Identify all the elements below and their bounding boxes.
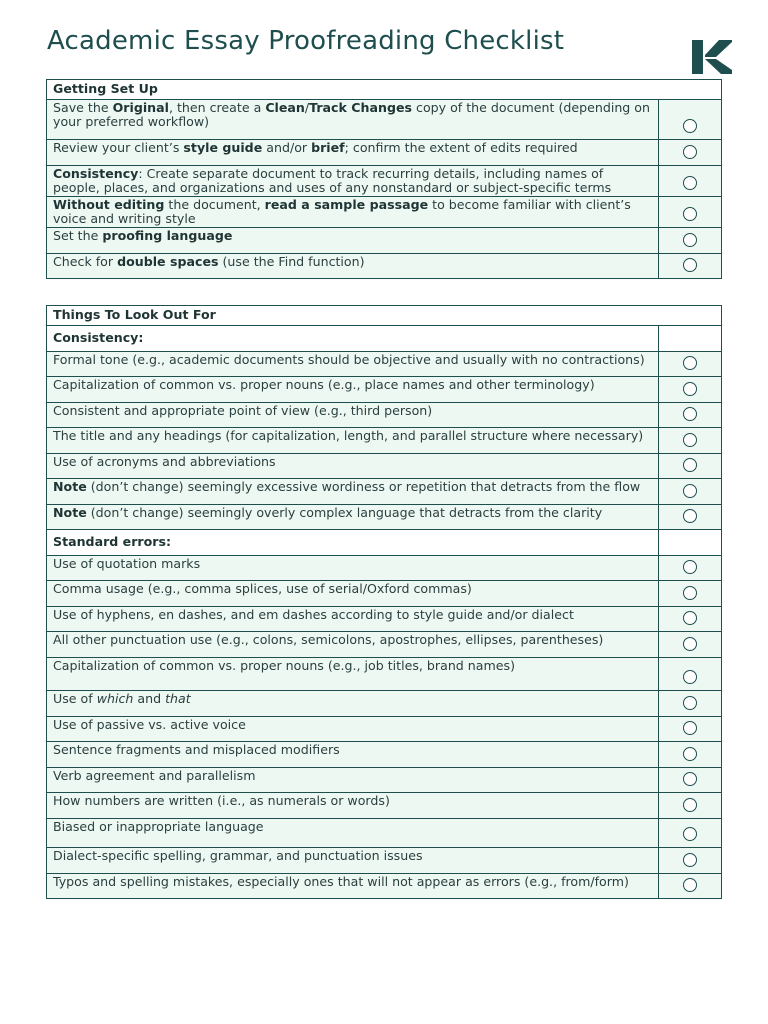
checkbox-cell: [659, 140, 722, 166]
checklist-item-text: [47, 691, 659, 717]
text-segment: double spaces: [117, 254, 219, 269]
getting-set-up-table: [46, 79, 722, 279]
subheading-text: [47, 326, 659, 352]
text-segment: and/or: [262, 140, 312, 155]
checkbox-cell: [659, 581, 722, 607]
checkbox-cell: [659, 793, 722, 819]
circle-checkbox-icon[interactable]: [683, 560, 697, 574]
checkbox-cell: [659, 691, 722, 717]
page-title: Academic Essay Proofreading Checklist: [47, 26, 565, 56]
text-segment: /: [304, 100, 310, 115]
checklist-row: [47, 874, 722, 899]
circle-checkbox-icon[interactable]: [683, 433, 697, 447]
checklist-item-text: [47, 874, 659, 899]
circle-checkbox-icon[interactable]: [683, 458, 697, 472]
checkbox-cell: [659, 874, 722, 899]
circle-checkbox-icon[interactable]: [683, 670, 697, 684]
checklist-row: [47, 505, 722, 530]
subheading-row: [47, 530, 722, 556]
circle-checkbox-icon[interactable]: [683, 696, 697, 710]
circle-checkbox-icon[interactable]: [683, 119, 697, 133]
text-segment: copy of the document (depending on your preferred workflow): [53, 100, 650, 129]
text-segment: Verb agreement and parallelism: [53, 768, 256, 783]
text-segment: How numbers are written (i.e., as numerals or words): [53, 793, 390, 808]
checkbox-cell: [659, 717, 722, 742]
checklist-row: [47, 658, 722, 691]
checklist-item-text: [47, 768, 659, 793]
checklist-row: [47, 100, 722, 140]
checklist-item-text: [47, 166, 659, 197]
checklist-item-text: [47, 658, 659, 691]
text-segment: (don’t change) seemingly excessive wordiness or repetition that detracts from the flow: [86, 479, 641, 494]
checkbox-cell: [659, 377, 722, 403]
checklist-item-text: [47, 607, 659, 632]
circle-checkbox-icon[interactable]: [683, 827, 697, 841]
text-segment: brief: [311, 140, 345, 155]
circle-checkbox-icon[interactable]: [683, 207, 697, 221]
text-segment: (don’t change) seemingly overly complex language that detracts from the clarity: [86, 505, 603, 520]
checklist-row: [47, 228, 722, 254]
checklist-row: [47, 717, 722, 742]
checkbox-cell: [659, 352, 722, 377]
text-segment: Capitalization of common vs. proper nouns (e.g., job titles, brand names): [53, 658, 515, 673]
checklist-item-text: [47, 819, 659, 848]
text-segment: Standard errors:: [53, 534, 172, 549]
text-segment: Check for: [53, 254, 118, 269]
checklist-item-text: [47, 848, 659, 874]
checkbox-cell: [659, 632, 722, 658]
checkbox-cell: [659, 819, 722, 848]
checklist-row: [47, 197, 722, 228]
circle-checkbox-icon[interactable]: [683, 484, 697, 498]
k-logo-icon: [692, 40, 732, 74]
circle-checkbox-icon[interactable]: [683, 509, 697, 523]
checklist-row: [47, 691, 722, 717]
circle-checkbox-icon[interactable]: [683, 853, 697, 867]
text-segment: Use of quotation marks: [53, 556, 201, 571]
checkbox-cell: [659, 848, 722, 874]
checklist-row: [47, 793, 722, 819]
checklist-item-text: [47, 742, 659, 768]
checklist-row: [47, 556, 722, 581]
checklist-item-text: [47, 377, 659, 403]
text-segment: Biased or inappropriate language: [53, 819, 264, 834]
text-segment: Note: [53, 479, 87, 494]
things-to-look-out-for-table: [46, 305, 722, 899]
checklist-row: [47, 848, 722, 874]
text-segment: Set the: [53, 228, 103, 243]
circle-checkbox-icon[interactable]: [683, 637, 697, 651]
circle-checkbox-icon[interactable]: [683, 772, 697, 786]
checklist-row: [47, 166, 722, 197]
checklist-item-text: [47, 403, 659, 428]
checklist-item-text: [47, 228, 659, 254]
text-segment: The title and any headings (for capitalization, length, and parallel structure where necessary): [53, 428, 644, 443]
checklist-item-text: [47, 197, 659, 228]
text-segment: Sentence fragments and misplaced modifiers: [53, 742, 340, 757]
checklist-row: [47, 254, 722, 279]
text-segment: (use the Find function): [218, 254, 365, 269]
checklist-row: [47, 581, 722, 607]
checklist-item-text: [47, 428, 659, 454]
checklist-row: [47, 632, 722, 658]
checklist-row: [47, 454, 722, 479]
checkbox-cell: [659, 530, 722, 556]
text-segment: Capitalization of common vs. proper nouns (e.g., place names and other terminology): [53, 377, 595, 392]
text-segment: Track Changes: [309, 100, 413, 115]
checklist-item-text: [47, 581, 659, 607]
text-segment: Consistent and appropriate point of view (e.g., third person): [53, 403, 433, 418]
circle-checkbox-icon[interactable]: [683, 878, 697, 892]
text-segment: Review your client’s: [53, 140, 184, 155]
text-segment: Use of: [53, 691, 97, 706]
text-segment: and: [133, 691, 166, 706]
checkbox-cell: [659, 454, 722, 479]
checklist-item-text: [47, 717, 659, 742]
checklist-row: [47, 742, 722, 768]
checklist-row: [47, 377, 722, 403]
circle-checkbox-icon[interactable]: [683, 586, 697, 600]
checklist-row: [47, 403, 722, 428]
text-segment: Typos and spelling mistakes, especially ones that will not appear as errors (e.g., from/form): [53, 874, 629, 889]
circle-checkbox-icon[interactable]: [683, 611, 697, 625]
checklist-item-text: [47, 632, 659, 658]
checkbox-cell: [659, 768, 722, 793]
text-segment: Clean: [265, 100, 305, 115]
checklist-item-text: [47, 100, 659, 140]
text-segment: the document,: [164, 197, 265, 212]
checklist-item-text: [47, 505, 659, 530]
circle-checkbox-icon[interactable]: [683, 798, 697, 812]
checkbox-cell: [659, 505, 722, 530]
checkbox-cell: [659, 254, 722, 279]
text-segment: Use of passive vs. active voice: [53, 717, 246, 732]
checklist-item-text: [47, 254, 659, 279]
checkbox-cell: [659, 403, 722, 428]
text-segment: , then create a: [168, 100, 266, 115]
checklist-row: [47, 479, 722, 505]
text-segment: which: [96, 691, 134, 706]
text-segment: All other punctuation use (e.g., colons, semicolons, apostrophes, ellipses, parentheses): [53, 632, 604, 647]
checklist-row: [47, 428, 722, 454]
checklist-item-text: [47, 352, 659, 377]
text-segment: Save the: [53, 100, 113, 115]
circle-checkbox-icon[interactable]: [683, 721, 697, 735]
checkbox-cell: [659, 228, 722, 254]
checklist-row: [47, 352, 722, 377]
circle-checkbox-icon[interactable]: [683, 176, 697, 190]
circle-checkbox-icon[interactable]: [683, 382, 697, 396]
checkbox-cell: [659, 166, 722, 197]
text-segment: Original: [112, 100, 169, 115]
text-segment: Use of acronyms and abbreviations: [53, 454, 276, 469]
checklist-row: [47, 140, 722, 166]
text-segment: Without editing: [53, 197, 165, 212]
text-segment: to become familiar with client’s voice and writing style: [53, 197, 631, 226]
text-segment: Consistency: [53, 166, 139, 181]
section-heading: Things To Look Out For: [47, 306, 722, 326]
text-segment: ; confirm the extent of edits required: [344, 140, 578, 155]
circle-checkbox-icon[interactable]: [683, 407, 697, 421]
checkbox-cell: [659, 658, 722, 691]
text-segment: Note: [53, 505, 87, 520]
text-segment: style guide: [183, 140, 263, 155]
checklist-row: [47, 819, 722, 848]
checklist-item-text: [47, 454, 659, 479]
subheading-text: [47, 530, 659, 556]
text-segment: Comma usage (e.g., comma splices, use of serial/Oxford commas): [53, 581, 472, 596]
checkbox-cell: [659, 556, 722, 581]
checklist-row: [47, 768, 722, 793]
checkbox-cell: [659, 479, 722, 505]
text-segment: proofing language: [102, 228, 233, 243]
checklist-row: [47, 607, 722, 632]
checklist-item-text: [47, 793, 659, 819]
text-segment: Use of hyphens, en dashes, and em dashes according to style guide and/or dialect: [53, 607, 574, 622]
checkbox-cell: [659, 326, 722, 352]
checkbox-cell: [659, 428, 722, 454]
checkbox-cell: [659, 607, 722, 632]
text-segment: : Create separate document to track recurring details, including names of people, places, and organizations and uses of any nonstandard or subject-specific terms: [53, 166, 612, 195]
section-heading: Getting Set Up: [47, 80, 722, 100]
checklist-item-text: [47, 479, 659, 505]
circle-checkbox-icon[interactable]: [683, 747, 697, 761]
text-segment: Consistency:: [53, 330, 144, 345]
text-segment: that: [165, 691, 191, 706]
checkbox-cell: [659, 742, 722, 768]
section-heading-row: [47, 80, 722, 100]
checkbox-cell: [659, 100, 722, 140]
circle-checkbox-icon[interactable]: [683, 145, 697, 159]
text-segment: Formal tone (e.g., academic documents should be objective and usually with no contractions): [53, 352, 645, 367]
checklist-item-text: [47, 556, 659, 581]
circle-checkbox-icon[interactable]: [683, 356, 697, 370]
text-segment: Dialect-specific spelling, grammar, and punctuation issues: [53, 848, 423, 863]
checkbox-cell: [659, 197, 722, 228]
subheading-row: [47, 326, 722, 352]
checklist-item-text: [47, 140, 659, 166]
section-heading-row: [47, 306, 722, 326]
text-segment: read a sample passage: [264, 197, 429, 212]
circle-checkbox-icon[interactable]: [683, 233, 697, 247]
circle-checkbox-icon[interactable]: [683, 258, 697, 272]
